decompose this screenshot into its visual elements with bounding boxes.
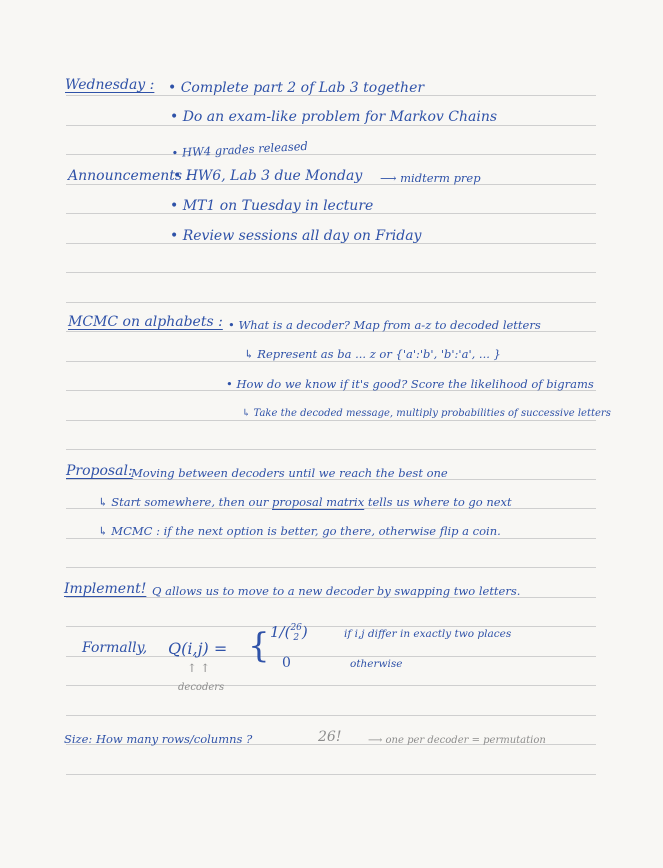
formula-lhs: Q(i,j) = <box>168 639 228 658</box>
formula-case-value: 1/( 26 2 ) <box>270 622 308 643</box>
proposal-matrix-term: proposal matrix <box>272 495 365 509</box>
implement-heading: Implement! <box>64 581 147 597</box>
rule-line <box>66 715 596 716</box>
rule-line <box>66 626 596 627</box>
formula-case-value: 0 <box>282 655 291 671</box>
announcement-item: • Review sessions all day on Friday <box>170 228 422 244</box>
announcement-note: • HW4 grades released <box>171 138 309 161</box>
rule-line <box>66 272 596 273</box>
announcement-arrow-note: ⟶ midterm prep <box>380 171 481 185</box>
mcmc-question: • How do we know if it's good? Score the likelihood of bigrams <box>226 377 594 391</box>
decoders-label: decoders <box>178 682 225 693</box>
proposal-line: ↳ MCMC : if the next option is better, go there, otherwise flip a coin. <box>98 524 501 538</box>
proposal-heading: Proposal: <box>66 463 133 479</box>
rule-line <box>66 125 596 126</box>
proposal-line-start: ↳ Start somewhere, then our <box>98 495 269 509</box>
formula-brace: { <box>248 626 270 666</box>
announcements-heading: Announcements : <box>68 168 192 184</box>
rule-line <box>66 449 596 450</box>
mcmc-heading: MCMC on alphabets : <box>68 314 223 330</box>
wednesday-heading: Wednesday : <box>65 77 155 93</box>
rule-line <box>66 685 596 686</box>
proposal-line: Moving between decoders until we reach the best one <box>131 466 448 480</box>
formula-case-condition: if i,j differ in exactly two places <box>344 628 512 640</box>
mcmc-answer: ↳ Represent as ba ... z or {'a':'b', 'b':'a', ... } <box>244 347 501 361</box>
rule-line <box>66 302 596 303</box>
rule-line <box>66 774 596 775</box>
formula-case-condition: otherwise <box>350 658 403 670</box>
size-answer: 26! <box>318 729 342 745</box>
rule-line <box>66 154 596 155</box>
mcmc-answer: ↳ Take the decoded message, multiply probabilities of successive letters <box>242 408 611 419</box>
proposal-line-end: tells us where to go next <box>367 495 512 509</box>
rule-line <box>66 567 596 568</box>
size-note: ⟶ one per decoder = permutation <box>368 735 546 746</box>
proposal-line <box>98 494 512 510</box>
formally-label: Formally, <box>82 640 148 656</box>
mcmc-question: • What is a decoder? Map from a-z to decoded letters <box>228 318 541 332</box>
rule-line <box>66 184 596 185</box>
wednesday-item: • Do an exam-like problem for Markov Chains <box>170 109 498 125</box>
implement-line: Q allows us to move to a new decoder by swapping two letters. <box>152 584 521 598</box>
decoder-arrows: ↑ ↑ <box>187 661 210 675</box>
wednesday-item: • Complete part 2 of Lab 3 together <box>168 80 425 96</box>
size-question: Size: How many rows/columns ? <box>64 732 253 746</box>
announcement-item: • HW6, Lab 3 due Monday <box>173 168 363 184</box>
announcement-item: • MT1 on Tuesday in lecture <box>170 198 374 214</box>
rule-line <box>66 656 596 657</box>
